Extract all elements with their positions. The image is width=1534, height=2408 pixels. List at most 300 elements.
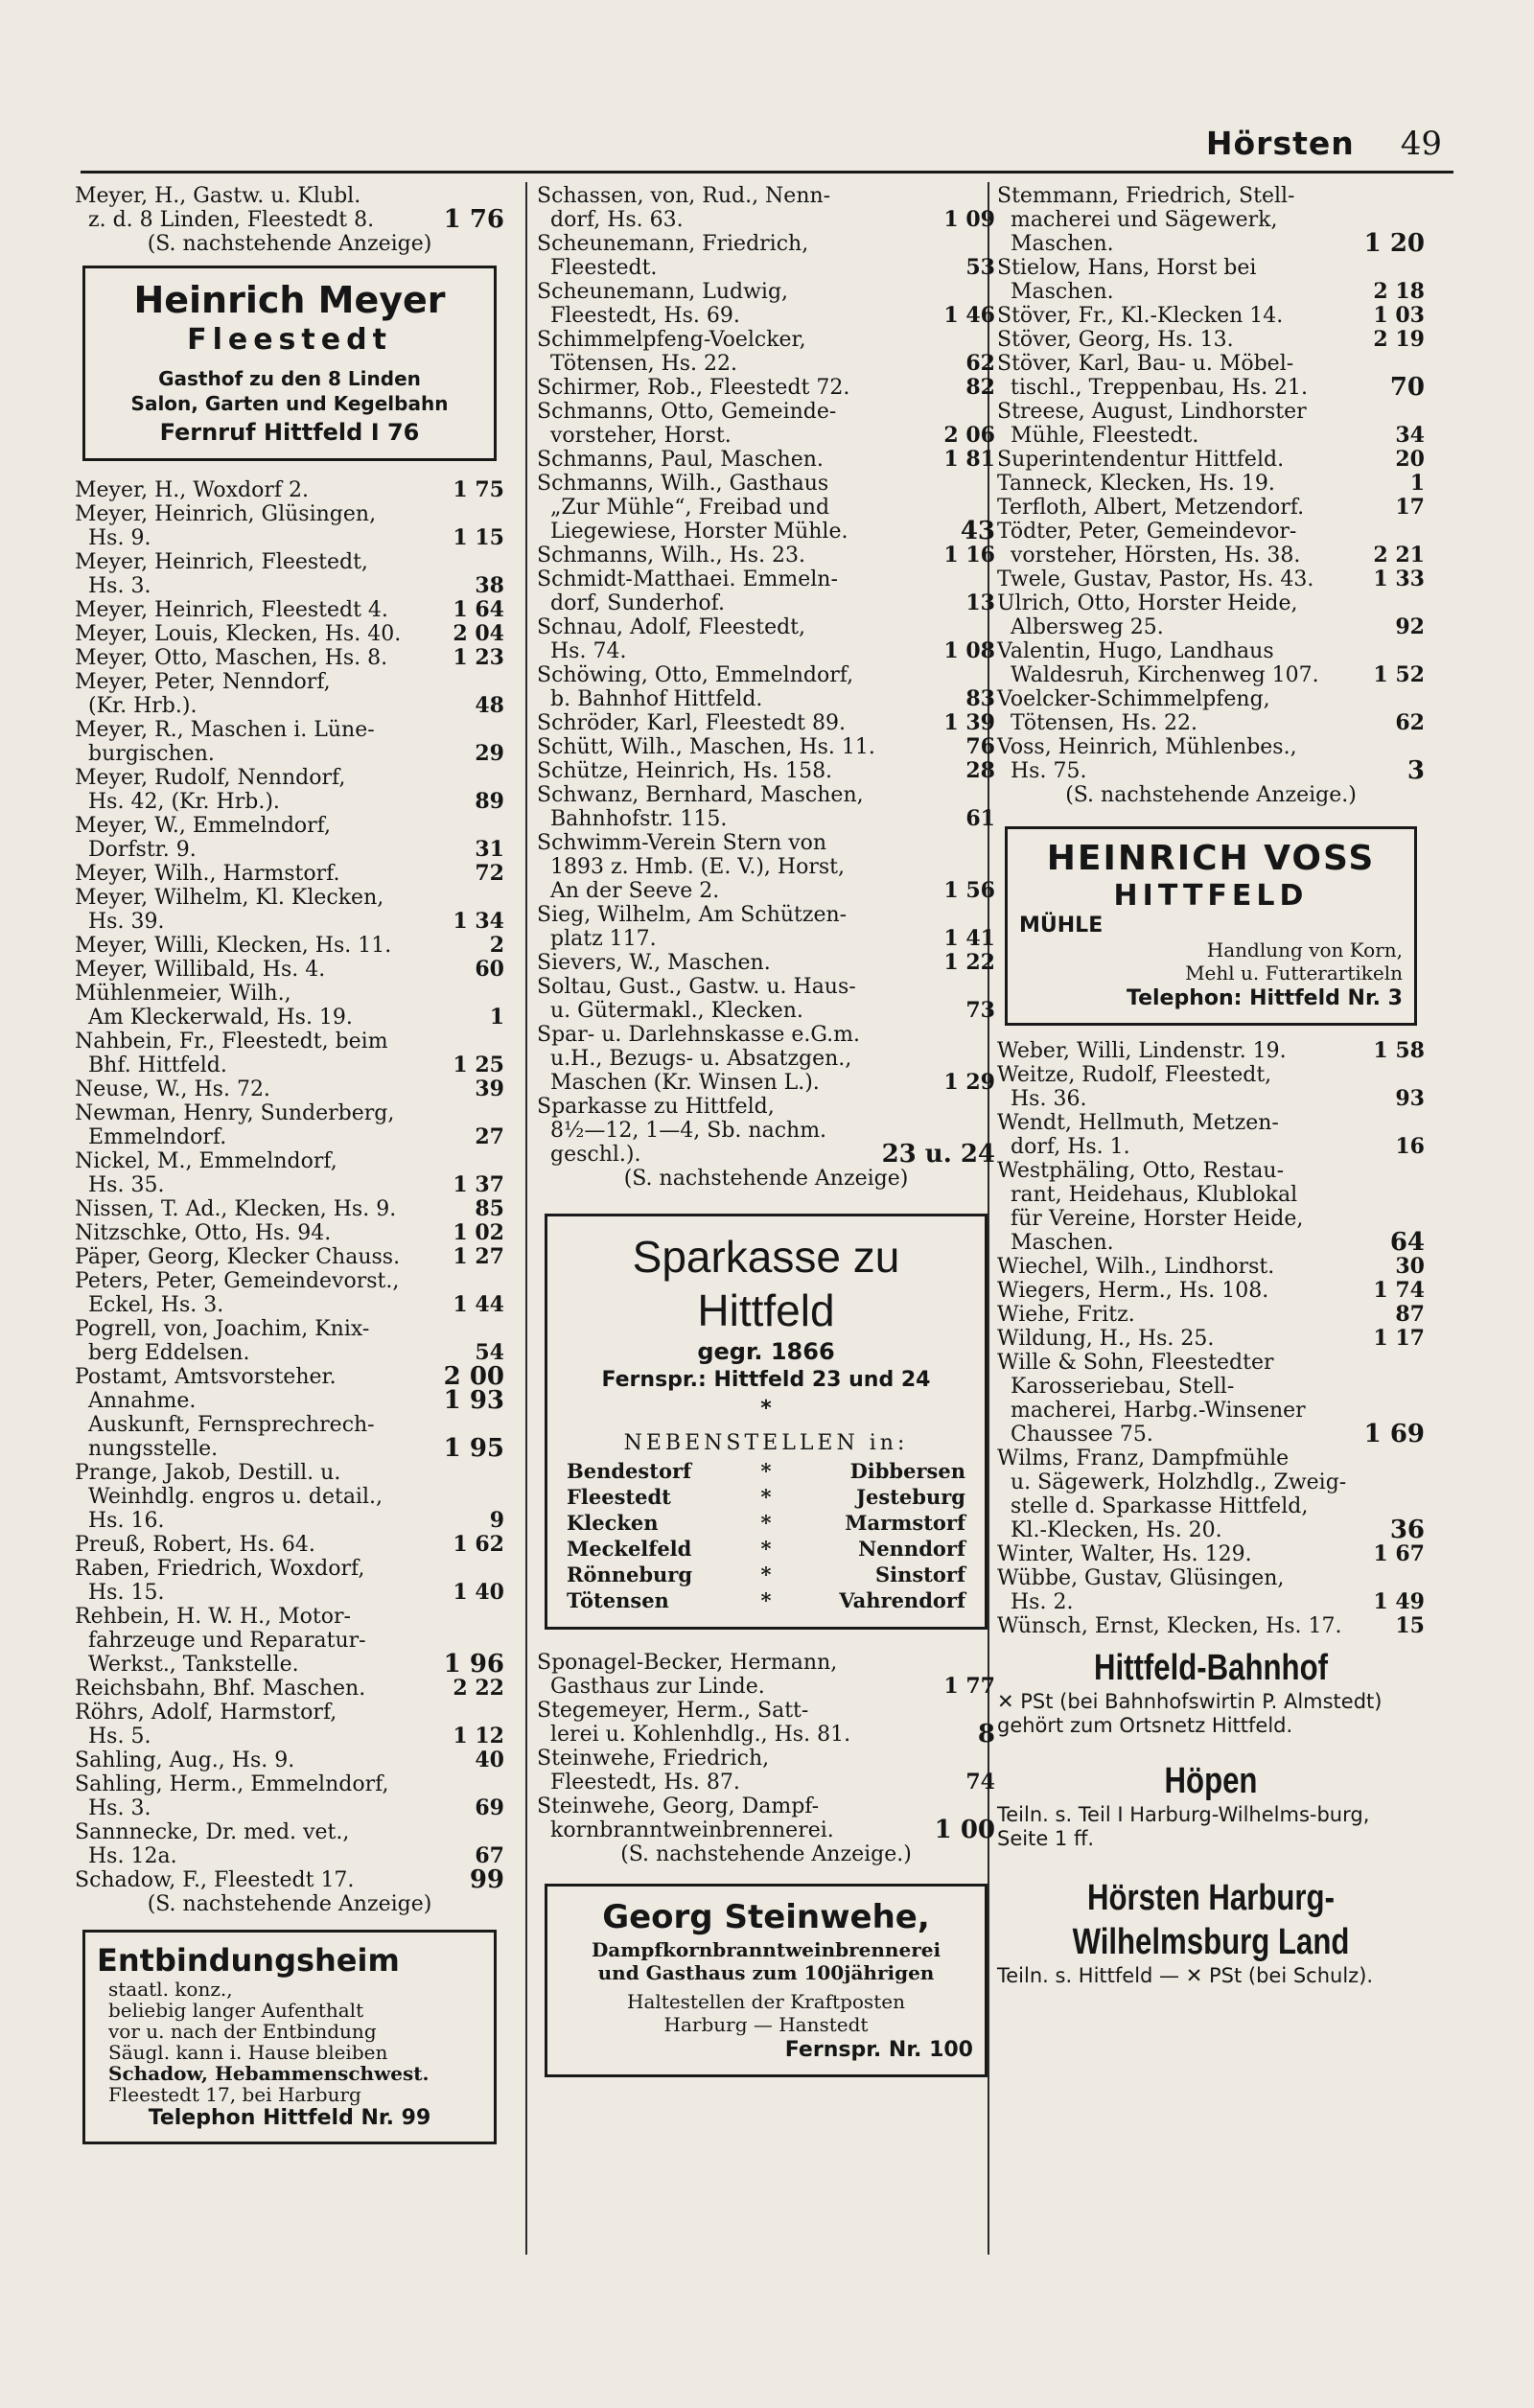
ad-phone: Telephon Hittfeld Nr. 99 <box>148 2106 431 2130</box>
entry-text: Meyer, Wilhelm, Kl. Klecken, Hs. 39. <box>75 886 384 934</box>
section-note: Teiln. s. Teil I Harburg-Wilhelms-burg, Seite 1 ff. <box>997 1803 1370 1850</box>
entry-number: 1 74 <box>1373 1278 1425 1303</box>
list-item <box>997 472 1425 496</box>
star-icon: * <box>760 1588 772 1612</box>
entry-number: 54 <box>475 1340 504 1365</box>
entry-text: Sannnecke, Dr. med. vet., Hs. 12a. <box>75 1820 350 1868</box>
entry-list <box>75 478 504 1916</box>
entry-text: Röhrs, Adolf, Harmstorf, Hs. 5. <box>75 1701 337 1748</box>
entry-number: 1 40 <box>453 1580 504 1605</box>
list-item <box>75 1197 504 1221</box>
list-item <box>997 400 1425 448</box>
entry-number: 36 <box>1389 1516 1425 1544</box>
entry-text: Steinwehe, Friedrich, Fleestedt, Hs. 87. <box>537 1747 770 1794</box>
list-item <box>75 1362 504 1391</box>
entry-text: Nitzschke, Otto, Hs. 94. <box>75 1221 332 1245</box>
entry-number: 2 18 <box>1373 279 1425 304</box>
list-item <box>75 478 504 502</box>
list-item <box>75 670 504 718</box>
ad-line: Säugl. kann i. Hause bleiben <box>108 2041 388 2064</box>
ad-place: Fleestedt <box>187 323 392 357</box>
entry-list <box>997 184 1425 807</box>
entry-text: Stöver, Fr., Kl.-Klecken 14. <box>997 304 1284 328</box>
entry-number: 67 <box>475 1843 504 1868</box>
entry-text: Superintendentur Hittfeld. <box>997 448 1285 472</box>
list-item <box>75 1413 504 1461</box>
entry-text: Winter, Walter, Hs. 129. <box>997 1542 1252 1566</box>
entry-number: 1 62 <box>453 1532 504 1557</box>
list-item <box>75 1865 504 1894</box>
entry-text: Stöver, Georg, Hs. 13. <box>997 328 1234 352</box>
entry-number: 1 44 <box>453 1292 504 1317</box>
section-note: ✕ PSt (bei Bahnhofswirtin P. Almstedt) gehört zum Ortsnetz Hittfeld. <box>997 1690 1383 1737</box>
entry-text: Sahling, Herm., Emmelndorf, Hs. 3. <box>75 1772 389 1820</box>
list-item <box>537 1699 995 1747</box>
branch-name: Klecken <box>567 1511 659 1535</box>
list-item <box>537 400 995 448</box>
ad-line: Handlung von Korn, <box>1206 938 1403 961</box>
ad-phone: Fernspr.: Hittfeld 23 und 24 <box>601 1368 931 1392</box>
ad-title: Heinrich Meyer <box>133 279 446 321</box>
entry-text: Wiegers, Herm., Hs. 108. <box>997 1279 1269 1303</box>
entry-text: Meyer, Heinrich, Fleestedt, Hs. 3. <box>75 550 368 598</box>
ad-line: Gasthof zu den 8 Linden <box>158 367 421 390</box>
entry-text: Ulrich, Otto, Horster Heide, Albersweg 25. <box>997 591 1298 639</box>
entry-list <box>537 1651 995 1866</box>
entry-text: Auskunft, Fernsprechrech- nungsstelle. <box>88 1413 375 1461</box>
branch-name: Vahrendorf <box>839 1588 965 1612</box>
list-item <box>537 831 995 903</box>
entry-text: Schnau, Adolf, Fleestedt, Hs. 74. <box>537 615 806 663</box>
list-item <box>997 352 1425 400</box>
entry-text: Meyer, Heinrich, Fleestedt 4. <box>75 598 388 622</box>
ad-line: beliebig langer Aufenthalt <box>108 1999 364 2022</box>
entry-number: 92 <box>1395 614 1425 639</box>
entry-text: Päper, Georg, Klecker Chauss. <box>75 1245 401 1269</box>
ad-line: Harburg — Hanstedt <box>663 2013 869 2036</box>
entry-number: 1 <box>489 1005 504 1030</box>
entry-text: Wübbe, Gustav, Glüsingen, Hs. 2. <box>997 1566 1285 1614</box>
branch-name: Nenndorf <box>858 1537 965 1561</box>
entry-text: Meyer, H., Woxdorf 2. <box>75 478 309 502</box>
entry-number: 1 33 <box>1373 567 1425 591</box>
entry-number: 1 39 <box>943 710 995 735</box>
star-icon: * <box>760 1459 772 1483</box>
entry-number: 1 96 <box>443 1650 504 1679</box>
entry-text: Wilms, Franz, Dampfmühle u. Sägewerk, Holzhdlg., Zweig- stelle d. Sparkasse Hittfeld, Kl.-Klecken, Hs. 20. <box>997 1447 1347 1542</box>
ad-entbindungsheim <box>82 1930 497 2144</box>
ad-title: Georg Steinwehe, <box>602 1898 930 1936</box>
entry-text: Westphäling, Otto, Restau- rant, Heidehaus, Klublokal für Vereine, Horster Heide, Maschen. <box>997 1159 1304 1255</box>
list-item <box>537 615 995 663</box>
entry-number: 38 <box>475 573 504 598</box>
list-item <box>537 759 995 783</box>
entry-text: Scheunemann, Ludwig, Fleestedt, Hs. 69. <box>537 280 789 328</box>
list-item <box>75 982 504 1030</box>
entry-number: 1 93 <box>443 1386 504 1415</box>
list-item <box>75 184 504 232</box>
entry-number: 2 00 <box>443 1362 504 1391</box>
entry-number: 1 56 <box>943 878 995 903</box>
ad-phone: Telephon: Hittfeld Nr. 3 <box>1127 986 1403 1010</box>
ad-title: Entbindungsheim <box>97 1942 400 1979</box>
ad-line: Fleestedt 17, bei Harburg <box>108 2083 361 2106</box>
list-item <box>75 814 504 862</box>
entry-text: Voelcker-Schimmelpfeng, Tötensen, Hs. 22. <box>997 687 1270 735</box>
entry-text: Postamt, Amtsvorsteher. <box>75 1365 337 1389</box>
ad-line: Schadow, Hebammenschwest. <box>108 2062 430 2085</box>
entry-number: 93 <box>1395 1086 1425 1111</box>
entry-text: Sieg, Wilhelm, Am Schützen- platz 117. <box>537 903 848 951</box>
list-item <box>537 1095 995 1167</box>
list-item <box>537 376 995 400</box>
header-rule <box>81 171 1453 174</box>
list-item <box>75 1892 504 1916</box>
entry-text: Annahme. <box>75 1389 197 1413</box>
entry-text: Newman, Henry, Sunderberg, Emmelndorf. <box>75 1101 395 1149</box>
entry-text: (S. nachstehende Anzeige) <box>147 232 432 256</box>
section-heading-hoepen: Höpen <box>1164 1761 1258 1801</box>
entry-text: (S. nachstehende Anzeige.) <box>1065 783 1357 807</box>
branch-name: Meckelfeld <box>567 1537 692 1561</box>
entry-text: Schöwing, Otto, Emmelndorf, b. Bahnhof Hittfeld. <box>537 663 854 711</box>
star-icon: * <box>760 1563 772 1586</box>
entry-number: 87 <box>1395 1302 1425 1327</box>
entry-number: 53 <box>965 255 995 280</box>
list-item <box>75 766 504 814</box>
ad-sparkasse <box>545 1214 988 1630</box>
entry-number: 1 34 <box>453 909 504 934</box>
ad-line: und Gasthaus zum 100jährigen <box>597 1961 935 1984</box>
entry-text: Raben, Friedrich, Woxdorf, Hs. 15. <box>75 1557 365 1605</box>
section-heading-hoersten: Hörsten Harburg- Wilhelmsburg Land <box>1072 1878 1350 1962</box>
entry-number: 2 19 <box>1373 327 1425 352</box>
entry-text: Stegemeyer, Herm., Satt- lerei u. Kohlenhdlg., Hs. 81. <box>537 1699 851 1747</box>
list-item <box>997 256 1425 304</box>
list-item <box>537 1747 995 1794</box>
entry-text: Stemmann, Friedrich, Stell- macherei und Sägewerk, Maschen. <box>997 184 1295 256</box>
entry-text: Valentin, Hugo, Landhaus Waldesruh, Kirchenweg 107. <box>997 639 1319 687</box>
list-item <box>75 1557 504 1605</box>
list-item <box>537 663 995 711</box>
list-item <box>997 1279 1425 1303</box>
entry-text: Schmanns, Otto, Gemeinde- vorsteher, Horst. <box>537 400 837 448</box>
column-1 <box>75 184 504 2152</box>
entry-number: 1 08 <box>943 638 995 663</box>
branch-name: Rönneburg <box>567 1563 693 1586</box>
entry-number: 1 00 <box>934 1816 995 1844</box>
list-item <box>75 1269 504 1317</box>
entry-text: Schadow, F., Fleestedt 17. <box>75 1868 355 1892</box>
entry-number: 1 23 <box>453 645 504 670</box>
entry-text: Sahling, Aug., Hs. 9. <box>75 1748 295 1772</box>
entry-number: 1 41 <box>943 926 995 951</box>
list-item <box>75 1077 504 1101</box>
list-item <box>75 1820 504 1868</box>
entry-text: Meyer, Peter, Nenndorf, (Kr. Hrb.). <box>75 670 331 718</box>
list-item <box>537 280 995 328</box>
list-item <box>537 1651 995 1699</box>
page-header <box>1206 125 1442 163</box>
entry-number: 76 <box>965 734 995 759</box>
list-item <box>75 646 504 670</box>
ad-line: vor u. nach der Entbindung <box>108 2020 377 2043</box>
entry-number: 2 04 <box>453 621 504 646</box>
entry-text: Peters, Peter, Gemeindevorst., Eckel, Hs. 3. <box>75 1269 400 1317</box>
section-heading-hittfeld-bahnhof: Hittfeld-Bahnhof <box>1093 1648 1329 1688</box>
entry-text: Weitze, Rudolf, Fleestedt, Hs. 36. <box>997 1063 1272 1111</box>
list-item <box>997 1039 1425 1063</box>
entry-text: Wiechel, Wilh., Lindhorst. <box>997 1255 1275 1279</box>
entry-text: Schmanns, Paul, Maschen. <box>537 448 824 472</box>
entry-list <box>537 184 995 1191</box>
entry-number: 8 <box>977 1720 995 1748</box>
branch-name: Tötensen <box>567 1588 669 1612</box>
entry-number: 48 <box>475 693 504 718</box>
entry-number: 74 <box>965 1770 995 1794</box>
entry-number: 1 12 <box>453 1724 504 1748</box>
list-item <box>997 1255 1425 1279</box>
entry-number: 1 46 <box>943 303 995 328</box>
entry-text: Nissen, T. Ad., Klecken, Hs. 9. <box>75 1197 397 1221</box>
list-item <box>75 1772 504 1820</box>
entry-text: Wille & Sohn, Fleestedter Karosseriebau, Stell- macherei, Harbg.-Winsener Chaussee 75. <box>997 1351 1306 1447</box>
list-item <box>997 184 1425 256</box>
entry-number: 64 <box>1389 1228 1425 1257</box>
list-item <box>537 1842 995 1866</box>
entry-text: Weber, Willi, Lindenstr. 19. <box>997 1039 1287 1063</box>
entry-number: 1 58 <box>1373 1038 1425 1063</box>
list-item <box>75 1386 504 1415</box>
list-item <box>75 502 504 550</box>
entry-number: 1 37 <box>453 1172 504 1197</box>
entry-text: Wiehe, Fritz. <box>997 1303 1135 1327</box>
entry-number: 83 <box>965 686 995 711</box>
list-item <box>997 496 1425 520</box>
entry-text: Meyer, R., Maschen i. Lüne- burgischen. <box>75 718 375 766</box>
entry-text: Schütt, Wilh., Maschen, Hs. 11. <box>537 735 875 759</box>
entry-text: Meyer, Rudolf, Nenndorf, Hs. 42, (Kr. Hrb.). <box>75 766 346 814</box>
column-divider <box>525 182 527 2255</box>
entry-text: Nahbein, Fr., Fleestedt, beim Bhf. Hittfeld. <box>75 1030 388 1077</box>
list-item <box>75 1030 504 1077</box>
entry-number: 1 49 <box>1373 1589 1425 1614</box>
entry-number: 1 20 <box>1363 229 1425 258</box>
ad-heinrich-meyer <box>82 266 497 461</box>
entry-text: Terfloth, Albert, Metzendorf. <box>997 496 1305 520</box>
entry-number: 1 76 <box>443 205 504 234</box>
star-icon: * <box>760 1397 772 1421</box>
list-item <box>75 1748 504 1772</box>
entry-number: 1 <box>1409 471 1425 496</box>
ad-title: HEINRICH VOSS <box>1046 839 1376 878</box>
entry-number: 23 u. 24 <box>881 1140 995 1169</box>
list-item <box>537 184 995 232</box>
entry-number: 20 <box>1395 447 1425 472</box>
entry-number: 1 81 <box>943 447 995 472</box>
ad-line: staatl. konz., <box>108 1978 233 2001</box>
list-item <box>75 1533 504 1557</box>
list-item <box>997 687 1425 735</box>
branch-name: Sinstorf <box>874 1563 965 1586</box>
entry-number: 85 <box>475 1196 504 1221</box>
entry-text: Pogrell, von, Joachim, Knix- berg Eddelsen. <box>75 1317 370 1365</box>
list-item <box>537 472 995 544</box>
list-item <box>537 1794 995 1842</box>
entry-number: 39 <box>475 1077 504 1101</box>
entry-number: 1 16 <box>943 543 995 567</box>
entry-text: Stielow, Hans, Horst bei Maschen. <box>997 256 1257 304</box>
entry-text: Meyer, Willibald, Hs. 4. <box>75 958 326 982</box>
list-item <box>75 232 504 256</box>
list-item <box>997 1542 1425 1566</box>
list-item <box>537 1167 995 1191</box>
ad-place: HITTFELD <box>1113 879 1309 913</box>
entry-number: 2 06 <box>943 423 995 448</box>
entry-number: 16 <box>1395 1134 1425 1159</box>
entry-text: Reichsbahn, Bhf. Maschen. <box>75 1677 366 1701</box>
list-item <box>75 958 504 982</box>
entry-text: Schirmer, Rob., Fleestedt 72. <box>537 376 850 400</box>
list-item <box>537 544 995 567</box>
column-3 <box>997 184 1425 1988</box>
list-item <box>537 711 995 735</box>
entry-number: 2 22 <box>453 1676 504 1701</box>
list-item <box>75 1605 504 1677</box>
entry-text: (S. nachstehende Anzeige.) <box>620 1842 912 1866</box>
entry-number: 99 <box>469 1865 504 1894</box>
entry-text: Twele, Gustav, Pastor, Hs. 43. <box>997 567 1314 591</box>
list-item <box>537 975 995 1023</box>
ad-georg-steinwehe <box>545 1884 988 2077</box>
list-item <box>75 934 504 958</box>
list-item <box>75 1221 504 1245</box>
entry-number: 2 21 <box>1373 543 1425 567</box>
entry-number: 1 29 <box>943 1070 995 1095</box>
entry-number: 61 <box>965 806 995 831</box>
list-item <box>75 550 504 598</box>
entry-number: 60 <box>475 957 504 982</box>
star-icon: * <box>760 1537 772 1561</box>
entry-text: Meyer, Otto, Maschen, Hs. 8. <box>75 646 388 670</box>
branch-name: Marmstorf <box>845 1511 965 1535</box>
branch-name: Bendestorf <box>567 1459 692 1483</box>
list-item <box>997 1159 1425 1255</box>
list-item <box>997 520 1425 567</box>
entry-number: 1 02 <box>453 1220 504 1245</box>
list-item <box>537 328 995 376</box>
list-item <box>997 1111 1425 1159</box>
list-item <box>75 1149 504 1197</box>
entry-text: Scheunemann, Friedrich, Fleestedt. <box>537 232 809 280</box>
ad-mill: MÜHLE <box>1019 914 1104 938</box>
ad-title: Sparkasse zu Hittfeld <box>632 1232 900 1335</box>
list-item <box>997 1303 1425 1327</box>
list-item <box>75 1461 504 1533</box>
entry-number: 73 <box>965 998 995 1023</box>
entry-number: 1 27 <box>453 1244 504 1269</box>
list-item <box>997 1566 1425 1614</box>
ad-line: Mehl u. Futterartikeln <box>1185 961 1403 984</box>
entry-text: Schassen, von, Rud., Nenn- dorf, Hs. 63. <box>537 184 831 232</box>
list-item <box>537 951 995 975</box>
ad-line: Dampfkornbranntweinbrennerei <box>591 1938 941 1961</box>
list-item <box>75 1677 504 1701</box>
branches-grid <box>567 1458 965 1613</box>
list-item <box>997 304 1425 328</box>
entry-number: 30 <box>1395 1254 1425 1279</box>
ad-founded: gegr. 1866 <box>697 1338 835 1365</box>
list-item <box>537 903 995 951</box>
entry-number: 3 <box>1406 756 1425 785</box>
list-item <box>997 448 1425 472</box>
entry-number: 31 <box>475 837 504 862</box>
entry-text: Spar- u. Darlehnskasse e.G.m. u.H., Bezugs- u. Absatzgen., Maschen (Kr. Winsen L.). <box>537 1023 861 1095</box>
list-item <box>75 862 504 886</box>
ad-branches-label: NEBENSTELLEN in: <box>623 1431 909 1455</box>
list-item <box>997 328 1425 352</box>
entry-text: Sievers, W., Maschen. <box>537 951 771 975</box>
page-number: 49 <box>1400 125 1442 163</box>
entry-text: Meyer, H., Gastw. u. Klubl. z. d. 8 Linden, Fleestedt 8. <box>75 184 375 232</box>
entry-number: 15 <box>1395 1613 1425 1638</box>
ad-line: Haltestellen der Kraftposten <box>627 1990 905 2013</box>
entry-number: 43 <box>960 517 995 545</box>
column-2 <box>537 184 995 2085</box>
entry-number: 1 95 <box>443 1434 504 1463</box>
entry-number: 72 <box>475 861 504 886</box>
entry-text: Meyer, Wilh., Harmstorf. <box>75 862 340 886</box>
ad-line: Salon, Garten und Kegelbahn <box>130 392 449 415</box>
list-item <box>997 735 1425 783</box>
entry-text: Sparkasse zu Hittfeld, 8½—12, 1—4, Sb. nachm. geschl.). <box>537 1095 827 1167</box>
branch-name: Jesteburg <box>856 1485 965 1509</box>
header-place: Hörsten <box>1205 125 1355 162</box>
entry-number: 1 69 <box>1363 1420 1425 1448</box>
entry-number: 1 67 <box>1373 1541 1425 1566</box>
list-item <box>997 783 1425 807</box>
entry-number: 17 <box>1395 495 1425 520</box>
list-item <box>537 783 995 831</box>
entry-number: 69 <box>475 1795 504 1820</box>
entry-text: Meyer, Heinrich, Glüsingen, Hs. 9. <box>75 502 377 550</box>
entry-number: 27 <box>475 1124 504 1149</box>
entry-number: 1 77 <box>943 1674 995 1699</box>
entry-text: Schwimm-Verein Stern von 1893 z. Hmb. (E. V.), Horst, An der Seeve 2. <box>537 831 845 903</box>
entry-number: 70 <box>1389 373 1425 402</box>
entry-number: 1 64 <box>453 597 504 622</box>
entry-number: 29 <box>475 741 504 766</box>
list-item <box>997 1327 1425 1351</box>
entry-text: Schwanz, Bernhard, Maschen, Bahnhofstr. 115. <box>537 783 864 831</box>
entry-number: 1 22 <box>943 950 995 975</box>
entry-number: 1 03 <box>1373 303 1425 328</box>
list-item <box>537 1023 995 1095</box>
branch-name: Dibbersen <box>849 1459 965 1483</box>
entry-text: Schröder, Karl, Fleestedt 89. <box>537 711 846 735</box>
entry-list <box>75 184 504 256</box>
entry-text: Soltau, Gust., Gastw. u. Haus- u. Gütermakl., Klecken. <box>537 975 856 1023</box>
entry-number: 1 15 <box>453 525 504 550</box>
entry-number: 1 09 <box>943 207 995 232</box>
entry-text: Sponagel-Becker, Hermann, Gasthaus zur Linde. <box>537 1651 838 1699</box>
entry-text: Schütze, Heinrich, Hs. 158. <box>537 759 833 783</box>
entry-text: Meyer, W., Emmelndorf, Dorfstr. 9. <box>75 814 332 862</box>
list-item <box>997 591 1425 639</box>
entry-text: Tanneck, Klecken, Hs. 19. <box>997 472 1275 496</box>
entry-number: 1 75 <box>453 477 504 502</box>
list-item <box>75 1317 504 1365</box>
